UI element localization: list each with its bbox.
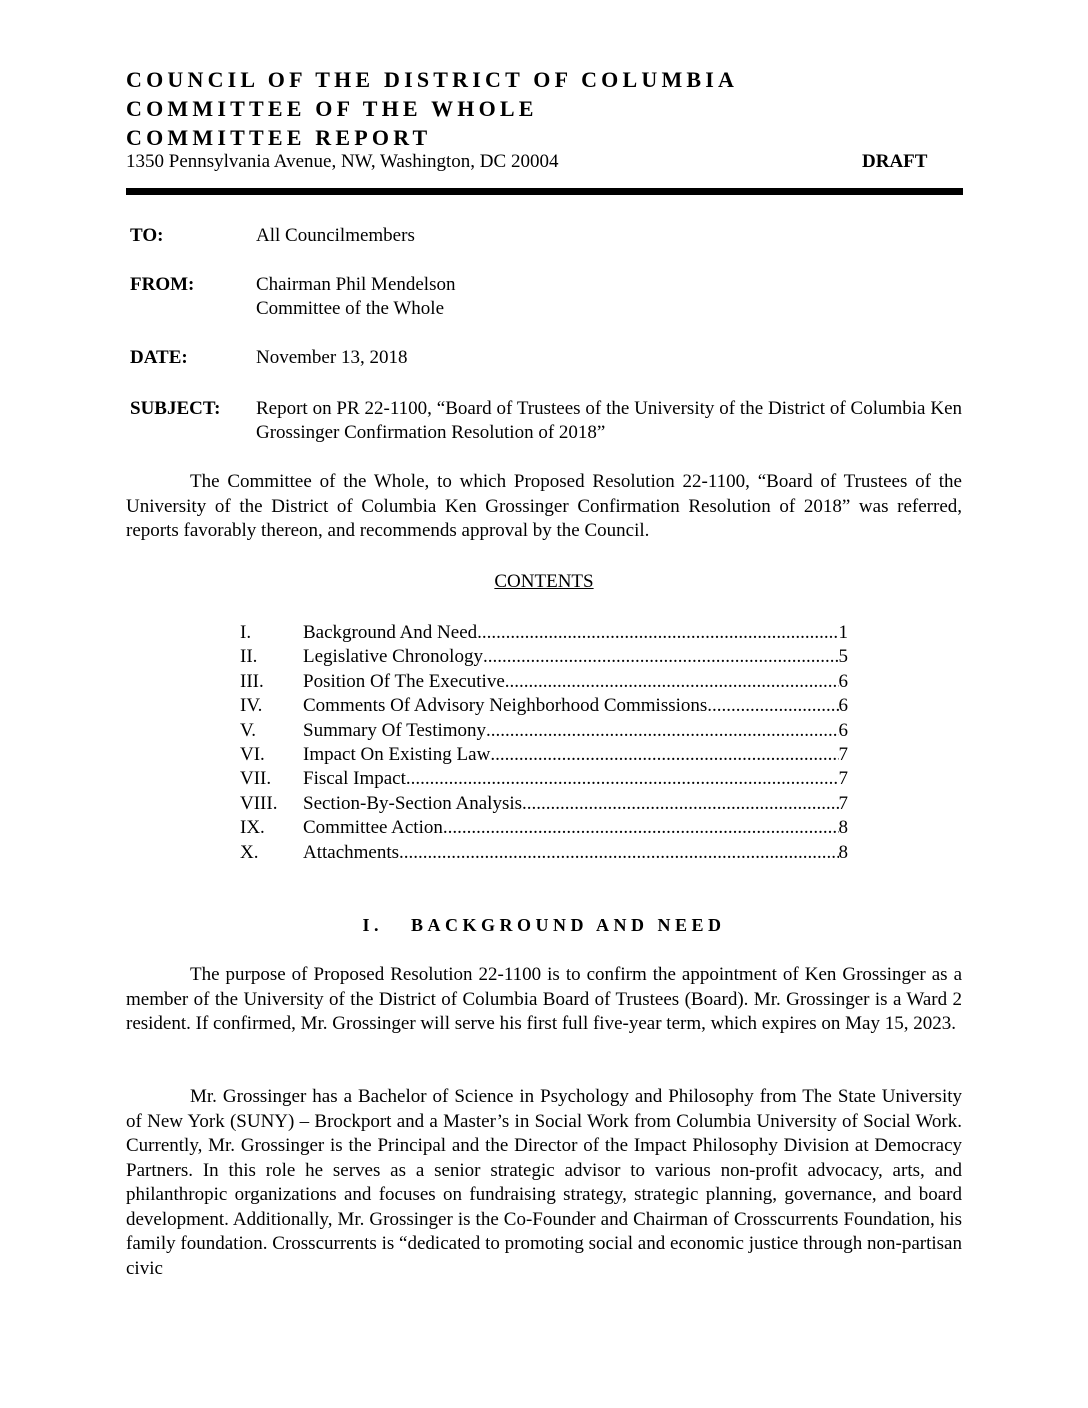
- toc-page-number: 6: [838, 695, 848, 717]
- contents-heading: [0, 570, 1088, 594]
- toc-entry: [240, 841, 850, 865]
- toc-title: Section-By-Section Analysis: [303, 792, 523, 814]
- toc-leader-dots: [707, 694, 838, 718]
- toc-entry: [240, 792, 850, 816]
- subject-value: Report on PR 22-1100, “Board of Trustees of the University of the District of Columbia Ken Grossinger Confirmation Resolution of 2018”: [256, 398, 962, 443]
- toc-page-number: 6: [838, 719, 848, 741]
- background-paragraph-1: The purpose of Proposed Resolution 22-1100 is to confirm the appointment of Ken Grossinger as a member of the University of the District of Columbia Board of Trustees (Board). Mr. Grossinger is a Ward 2 resident. If confirmed, Mr. Grossinger will serve his first full five-year term, which expires on May 15, 2023.: [126, 964, 962, 1034]
- toc-leader-dots: [486, 719, 838, 743]
- toc-entry: [240, 767, 850, 791]
- from-committee: Committee of the Whole: [256, 298, 445, 319]
- toc-page-number: 8: [838, 841, 848, 863]
- toc-page-number: 7: [838, 768, 848, 790]
- toc-title: Background And Need: [303, 622, 478, 643]
- council-address: 1350 Pennsylvania Avenue, NW, Washington, DC 20004: [126, 151, 559, 172]
- toc-line: [303, 719, 848, 743]
- toc-line: [303, 670, 848, 694]
- toc-title: Committee Action: [303, 817, 443, 839]
- report-title: COMMITTEE REPORT: [126, 125, 432, 150]
- toc-number: IX.: [240, 817, 265, 839]
- to-label: TO:: [130, 225, 164, 246]
- toc-line: [303, 694, 848, 718]
- toc-number: VIII.: [240, 792, 278, 814]
- toc-entry: [240, 621, 850, 645]
- toc-leader-dots: [399, 841, 838, 865]
- toc-line: [303, 621, 848, 645]
- toc-number: I.: [240, 622, 252, 643]
- draft-status: DRAFT: [862, 151, 928, 172]
- toc-leader-dots: [406, 767, 839, 791]
- toc-title: Fiscal Impact: [303, 768, 406, 790]
- toc-page-number: 7: [838, 792, 848, 814]
- toc-leader-dots: [477, 621, 838, 645]
- toc-number: VII.: [240, 768, 272, 790]
- background-paragraph-2: Mr. Grossinger has a Bachelor of Science in Psychology and Philosophy from The State University of New York (SUNY) – Brockport and a Master’s in Social Work from Columbia University of Social Work. Currently, Mr. Grossinger is the Principal and the Director of the Impact Philosophy Division at Democracy Partners. In this role he serves as a senior strategic advisor to various non-profit advocacy, arts, and philanthropic organizations and focuses on fundraising strategy, strategic planning, governance, and board development. Additionally, Mr. Grossinger is the Co-Founder and Chairman of Crosscurrents Foundation, his family foundation. Crosscurrents is “dedicated to promoting social and economic justice through non-partisan civic: [126, 1086, 962, 1279]
- toc-page-number: 5: [838, 646, 848, 668]
- toc-entry: [240, 719, 850, 743]
- toc-line: [303, 645, 848, 669]
- from-label: FROM:: [130, 274, 195, 295]
- date-label: DATE:: [130, 347, 188, 368]
- toc-number: IV.: [240, 695, 263, 717]
- toc-entry: [240, 694, 850, 718]
- toc-line: [303, 841, 848, 865]
- toc-leader-dots: [443, 816, 839, 840]
- table-of-contents: [240, 621, 850, 865]
- toc-number: V.: [240, 719, 257, 741]
- toc-leader-dots: [490, 743, 838, 767]
- toc-line: [303, 767, 848, 791]
- intro-paragraph: The Committee of the Whole, to which Proposed Resolution 22-1100, “Board of Trustees of the University of the District of Columbia Ken Grossinger Confirmation Resolution of 2018” was referred, reports favorably thereon, and recommends approval by the Council.: [126, 471, 962, 541]
- toc-leader-dots: [522, 792, 838, 816]
- toc-leader-dots: [505, 670, 839, 694]
- toc-page-number: 6: [838, 670, 848, 692]
- toc-entry: [240, 645, 850, 669]
- toc-leader-dots: [483, 645, 839, 669]
- toc-line: [303, 792, 848, 816]
- toc-line: [303, 816, 848, 840]
- to-value: All Councilmembers: [256, 225, 415, 246]
- toc-entry: [240, 816, 850, 840]
- toc-page-number: 8: [838, 817, 848, 839]
- header-rule: [126, 188, 963, 195]
- toc-title: Summary Of Testimony: [303, 719, 487, 741]
- toc-number: II.: [240, 646, 258, 668]
- from-name: Chairman Phil Mendelson: [256, 274, 456, 295]
- toc-number: III.: [240, 670, 264, 692]
- toc-title: Legislative Chronology: [303, 646, 483, 668]
- toc-number: VI.: [240, 743, 265, 765]
- toc-page-number: 1: [838, 622, 848, 643]
- toc-line: [303, 743, 848, 767]
- toc-page-number: 7: [838, 743, 848, 765]
- contents-title: CONTENTS: [494, 571, 594, 592]
- section-number: I.: [362, 915, 383, 935]
- subject-label: SUBJECT:: [130, 398, 221, 419]
- toc-title: Comments Of Advisory Neighborhood Commissions: [303, 695, 708, 717]
- toc-title: Position Of The Executive: [303, 670, 505, 692]
- council-title: COUNCIL OF THE DISTRICT OF COLUMBIA: [126, 67, 739, 92]
- section-heading: [0, 913, 1088, 937]
- toc-entry: [240, 670, 850, 694]
- committee-title: COMMITTEE OF THE WHOLE: [126, 96, 538, 121]
- toc-title: Impact On Existing Law: [303, 743, 491, 765]
- toc-number: X.: [240, 841, 259, 863]
- toc-title: Attachments: [303, 841, 400, 863]
- date-value: November 13, 2018: [256, 347, 408, 368]
- section-title: BACKGROUND AND NEED: [410, 915, 726, 935]
- toc-entry: [240, 743, 850, 767]
